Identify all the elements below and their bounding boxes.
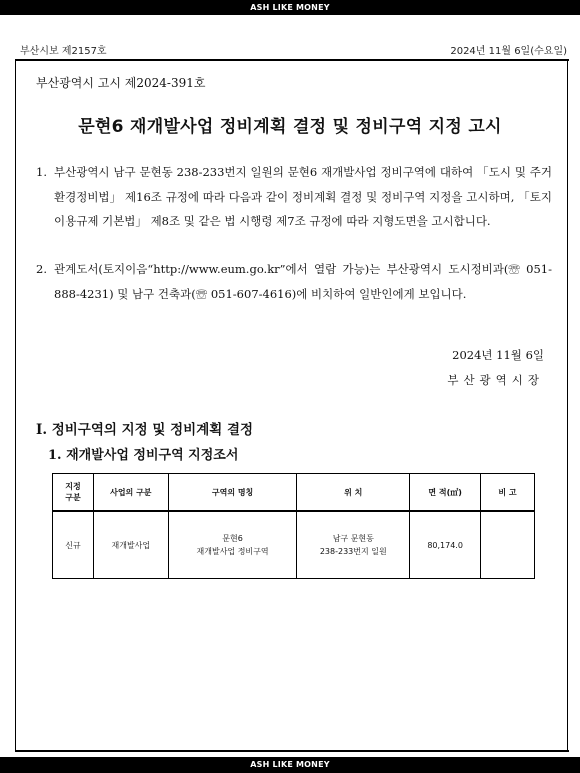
cell-area — [410, 511, 481, 579]
header-remarks — [481, 474, 535, 512]
header-area — [410, 474, 481, 512]
notice-date: 2024년 11월 6일 — [452, 348, 544, 362]
issue-date: 2024년 11월 6일(수요일) — [450, 46, 567, 57]
header-cell-text: 면 적(㎡) — [428, 487, 462, 497]
cell-text: 문현6 재개발사업 정비구역 — [196, 534, 269, 556]
header-zone-name — [168, 474, 297, 512]
cell-remarks — [481, 511, 535, 579]
header-cell-text: 비 고 — [498, 487, 517, 497]
header-project-type — [93, 474, 168, 512]
header-cell-text: 구역의 명칭 — [211, 487, 254, 497]
table-header-row — [53, 474, 535, 512]
header-designation-type — [53, 474, 94, 512]
header-cell-text: 위 치 — [344, 487, 363, 497]
watermark-bottom: ASH LIKE MONEY — [0, 757, 580, 773]
designation-table — [52, 473, 535, 579]
cell-designation-type — [53, 511, 94, 579]
paragraph-2-text: 관계도서(토지이음“http://www.eum.go.kr”에서 열람 가능)는 부산광역시 도시정비과(☏ 051-888-4231) 및 남구 건축과(☏ 051-607-4616)에 비치하여 일반인에게 보입니다. — [54, 262, 552, 301]
notice-number: 부산광역시 고시 제2024-391호 — [36, 76, 206, 90]
header-cell-text: 지정 구분 — [65, 482, 81, 502]
section-subheading: 1. 재개발사업 정비구역 지정조서 — [48, 448, 239, 463]
cell-project-type — [93, 511, 168, 579]
table-row — [53, 511, 535, 579]
paragraph-2-number: 2. — [36, 262, 47, 276]
section-heading: I. 정비구역의 지정 및 정비계획 결정 — [36, 422, 254, 438]
cell-text: 재개발사업 — [111, 540, 151, 550]
cell-text: 남구 문현동 238-233번지 일원 — [319, 534, 387, 556]
cell-text: 신규 — [65, 540, 81, 550]
cell-location — [297, 511, 410, 579]
issue-number: 부산시보 제2157호 — [20, 46, 107, 57]
paragraph-2 — [36, 257, 552, 306]
bottom-rule — [15, 750, 569, 752]
paragraph-1-number: 1. — [36, 165, 47, 179]
paragraph-1 — [36, 160, 552, 234]
notice-signer: 부산광역시장 — [447, 373, 544, 387]
cell-text: 80,174.0 — [427, 540, 463, 550]
header-location — [297, 474, 410, 512]
header-cell-text: 사업의 구분 — [110, 487, 152, 497]
paragraph-1-text: 부산광역시 남구 문현동 238-233번지 일원의 문현6 재개발사업 정비구역에 대하여 「도시 및 주거환경정비법」 제16조 규정에 따라 다음과 같이 정비계획 결정 및 정비구역 지정을 고시하며, 「토지이용규제 기본법」 제8조 및 같은 법 시행령 제7조 규정에 따라 지형도면을 고시합니다. — [54, 165, 552, 228]
notice-title: 문현6 재개발사업 정비계획 결정 및 정비구역 지정 고시 — [78, 117, 502, 137]
cell-zone-name — [168, 511, 297, 579]
watermark-top: ASH LIKE MONEY — [0, 0, 580, 15]
